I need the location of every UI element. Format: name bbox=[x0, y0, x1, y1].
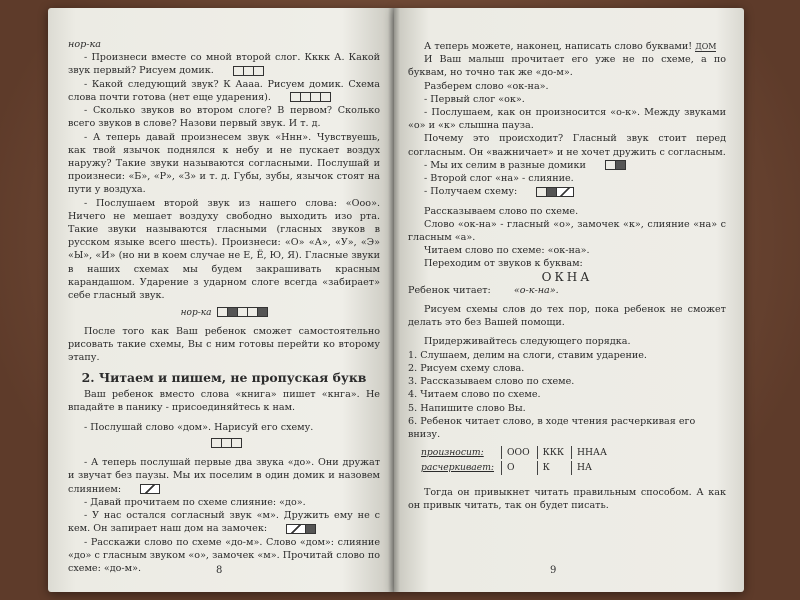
paragraph: - Послушаем, как он произносится «о-к». Между звуками «о» и «к» слышна пауза. bbox=[408, 107, 726, 132]
okna-word: ОКНА bbox=[541, 269, 593, 284]
paragraph: Слово «ок-на» - гласный «о», замочек «к», слияние «на» с гласным «а». bbox=[408, 218, 726, 244]
table-row: расчеркивает: О К НА bbox=[416, 461, 612, 474]
paragraph: Разберем слово «ок-на». bbox=[424, 80, 549, 92]
paragraph: Рассказываем слово по схеме. bbox=[424, 205, 579, 217]
list-item: 4. Читаем слово по схеме. bbox=[408, 389, 541, 401]
paragraph: - Получаем схему: bbox=[408, 185, 726, 198]
paragraph: Читаем слово по схеме: «ок-на». bbox=[424, 245, 590, 257]
paragraph: И Ваш малыш прочитает его уже не по схеме, а по буквам, но точно так же «до-м». bbox=[408, 54, 726, 79]
paragraph: После того как Ваш ребенок сможет самостоятельно рисовать такие схемы, Вы с ним готовы перейти ко второму этапу. bbox=[68, 325, 380, 363]
right-page-content bbox=[408, 40, 726, 512]
reading-table bbox=[414, 444, 614, 476]
list-item: 2. Рисуем схему слова. bbox=[408, 362, 525, 374]
paragraph: Ребенок читает: «о-к-на». bbox=[408, 284, 559, 296]
paragraph: - У нас остался согласный звук «м». Дружить ему не с кем. Он запирает наш дом на замочек: bbox=[68, 510, 380, 535]
paragraph: Тогда он привыкнет читать правильным способом. А как он привык читать, так он будет писать. bbox=[408, 486, 726, 511]
book-gutter bbox=[388, 8, 400, 592]
lock-schema-icon bbox=[270, 522, 315, 535]
steps-list bbox=[408, 349, 726, 441]
paragraph: - Расскажи слово по схеме «до-м». Слово «дом»: слияние «до» с гласным звуком «о», замочек «м». Прочитай слово по схеме: «до-м». bbox=[68, 536, 380, 574]
paragraph: - Мы их селим в разные домики bbox=[408, 159, 726, 172]
paragraph: - Послушаем второй звук из нашего слова: «Ооо». Ничего не мешает воздуху свободно выходить изо рта. Такие звуки называются гласными (гласных звуков в русском языке всего шесть). Произнеси: «О» «А», «У», «Э» «Ы», «И» (но ни в коем случае не Е, Ё, Ю, Я). Гласные звуки в наших схемах мы будем закрашивать красным карандашом. Ударение з ударном слоге всегда «забирает» себе гласный звук. bbox=[68, 197, 380, 302]
paragraph: Переходим от звуков к буквам: bbox=[424, 258, 583, 270]
left-page bbox=[48, 8, 394, 592]
paragraph: Почему это происходит? Гласный звук стоит перед согласным. Он «важничает» и не хочет дружить с согласным. bbox=[408, 133, 726, 158]
paragraph: Придерживайтесь следующего порядка. bbox=[424, 336, 631, 348]
top-label: нор-ка bbox=[68, 39, 101, 50]
paragraph: - А теперь давай произнесем звук «Ннн». Чувствуешь, как твой язычок поднялся к небу и не пускает воздух наружу? Такие звуки называются согласными. Послушай и произнеси: «Б», «Р», «З» и т. д. Губы, зубы, язычок стоят на пути у воздуха. bbox=[68, 131, 380, 196]
paragraph: Рисуем схемы слов до тех пор, пока ребенок не сможет делать это без Вашей помощи. bbox=[408, 304, 726, 329]
paragraph: Ваш ребенок вместо слова «книга» пишет «кнга». Не впадайте в панику - присоединяйтесь к нам. bbox=[68, 389, 380, 414]
page-number: 8 bbox=[216, 565, 223, 576]
left-page-content bbox=[68, 38, 380, 575]
paragraph: - Сколько звуков во втором слоге? В первом? Сколько всего звуков в слове? Назови первый звук. И т. д. bbox=[68, 105, 380, 130]
list-item: 6. Ребенок читает слово, в ходе чтения расчеркивая его внизу. bbox=[408, 415, 696, 440]
list-item: 5. Напишите слово Вы. bbox=[408, 402, 526, 414]
schema-example bbox=[68, 306, 380, 320]
syllable-schema-icon bbox=[211, 438, 241, 451]
paragraph: - Послушай слово «дом». Нарисуй его схему. bbox=[84, 421, 314, 433]
right-page bbox=[394, 8, 744, 592]
syllable-schema-icon bbox=[589, 159, 625, 172]
paragraph: - Давай прочитаем по схеме слияние: «до». bbox=[84, 496, 306, 508]
syllable-schema-icon bbox=[520, 185, 573, 198]
paragraph: - Какой следующий звук? К Аааа. Рисуем домик. Схема слова почти готова (нет еще ударения). bbox=[68, 78, 380, 104]
page-number: 9 bbox=[550, 565, 557, 576]
schema-example bbox=[68, 438, 380, 452]
list-item: 1. Слушаем, делим на слоги, ставим ударение. bbox=[408, 349, 647, 361]
paragraph: - Произнеси вместе со мной второй слог. Кккк А. Какой звук первый? Рисуем домик. bbox=[68, 52, 380, 77]
syllable-schema-icon bbox=[217, 306, 267, 319]
syllable-schema-icon bbox=[217, 64, 263, 77]
paragraph: - Первый слог «ок». bbox=[424, 93, 525, 105]
schema-label: нор-ка bbox=[180, 308, 212, 319]
section-heading: 2. Читаем и пишем, не пропуская букв bbox=[81, 370, 367, 386]
syllable-schema-icon bbox=[274, 91, 330, 104]
stamp-word: ДОМ bbox=[695, 42, 717, 51]
paragraph: - Второй слог «на» - слияние. bbox=[424, 173, 574, 185]
list-item: 3. Рассказываем слово по схеме. bbox=[408, 376, 575, 388]
table-row: произносит: ООО ККК ННАА bbox=[416, 446, 612, 459]
paragraph: А теперь можете, наконец, написать слово буквами! ДОМ bbox=[424, 41, 717, 52]
paragraph: - А теперь послушай первые два звука «до». Они дружат и звучат без паузы. Мы их поселим в один домик и назовем слиянием: bbox=[68, 457, 380, 495]
merge-schema-icon bbox=[124, 483, 159, 496]
